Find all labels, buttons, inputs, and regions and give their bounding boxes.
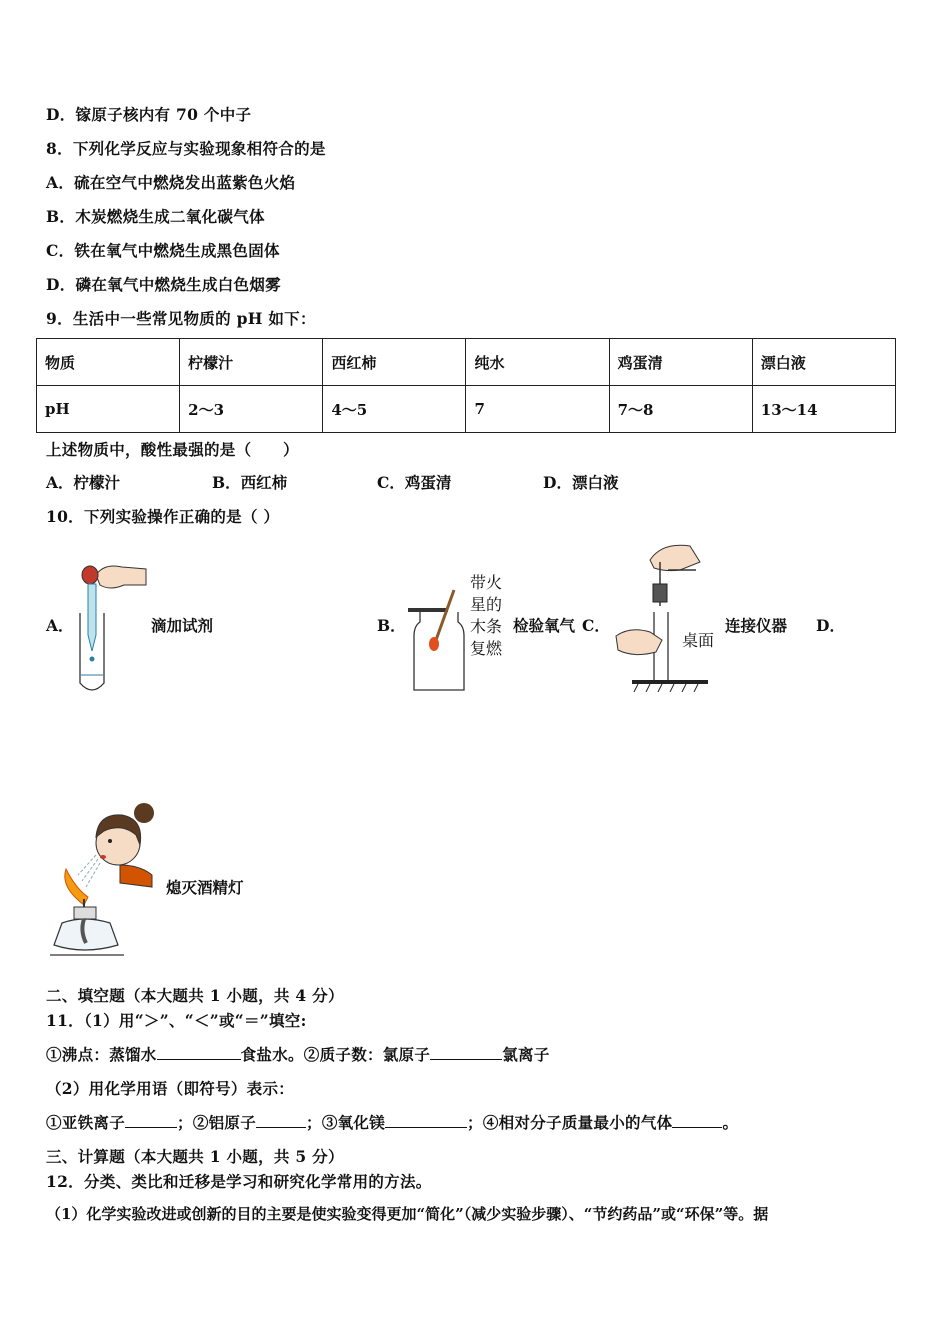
q9-option-b: B．西红柿 (212, 473, 288, 492)
table-cell: 西红柿 (323, 339, 466, 386)
q8-option-d: D．磷在氧气中燃烧生成白色烟雾 (46, 275, 281, 294)
q11-line2-text: ①亚铁离子 (46, 1113, 126, 1132)
q11-line1-text: 氯离子 (502, 1045, 550, 1064)
q11-line1-text: 食盐水。②质子数：氯原子 (240, 1045, 431, 1064)
q8-option-c: C．铁在氧气中燃烧生成黑色固体 (46, 241, 280, 260)
table-cell: 漂白液 (752, 339, 895, 386)
table-cell: pH (37, 386, 180, 433)
q10-option-c-caption: 连接仪器 (725, 616, 788, 635)
glowing-splint-label (470, 572, 502, 660)
q11-line2 (46, 1111, 738, 1133)
q10-option-c-letter: C． (582, 616, 610, 635)
table-cell: 柠檬汁 (180, 339, 323, 386)
q11-line1 (46, 1043, 550, 1065)
q8-stem: 8．下列化学反应与实验现象相符合的是 (46, 139, 326, 158)
table-cell: 2～3 (180, 386, 323, 433)
q11-stem: 11．（1）用“＞”、“＜”或“＝”填空: (46, 1011, 307, 1030)
q10-option-b-letter: B． (377, 616, 406, 635)
q9-option-a: A．柠檬汁 (46, 473, 121, 492)
q11-part2: （2）用化学用语（即符号）表示： (46, 1079, 295, 1098)
q10-option-b-caption: 检验氧气 (513, 616, 576, 635)
answer-blank[interactable] (157, 1045, 241, 1060)
table-cell: 13～14 (752, 386, 895, 433)
answer-blank[interactable] (385, 1113, 467, 1128)
blow-out-lamp-figure (48, 795, 160, 960)
q10-option-a-letter: A． (46, 616, 74, 635)
q10-stem: 10．下列实验操作正确的是（ ） (46, 507, 280, 526)
q11-line2-text: ；④相对分子质量最小的气体 (467, 1113, 673, 1132)
table-row (37, 386, 896, 433)
table-cell: 鸡蛋清 (609, 339, 752, 386)
table-cell: 物质 (37, 339, 180, 386)
answer-blank[interactable] (256, 1113, 306, 1128)
q11-line2-text: ；②铝原子 (177, 1113, 257, 1132)
gas-bottle-figure (406, 586, 472, 694)
q9-question: 上述物质中，酸性最强的是（ ） (46, 440, 299, 459)
q12-stem: 12．分类、类比和迁移是学习和研究化学常用的方法。 (46, 1172, 432, 1191)
table-cell: 7 (466, 386, 609, 433)
table-cell: 7～8 (609, 386, 752, 433)
q7-option-d: D．镓原子核内有 70 个中子 (46, 105, 252, 124)
section3-title: 三、计算题（本大题共 1 小题，共 5 分） (46, 1147, 344, 1166)
tube-stopper-figure (610, 540, 714, 692)
table-row (37, 339, 896, 386)
answer-blank[interactable] (125, 1113, 177, 1128)
q10-option-d-letter: D． (816, 616, 845, 635)
answer-blank[interactable] (672, 1113, 722, 1128)
q9-option-c: C．鸡蛋清 (377, 473, 452, 492)
q9-option-d: D．漂白液 (543, 473, 619, 492)
table-cell: 4～5 (323, 386, 466, 433)
q11-line2-text: ；③氧化镁 (306, 1113, 386, 1132)
q8-option-b: B．木炭燃烧生成二氧化碳气体 (46, 207, 265, 226)
q12-part1: （1）化学实验改进或创新的目的主要是使实验变得更加“简化”（减少实验步骤）、“节约药品”或“环保”等。据 (46, 1205, 769, 1223)
desk-label: 桌面 (682, 631, 715, 650)
q10-option-a-caption: 滴加试剂 (151, 616, 214, 635)
q9-stem: 9．生活中一些常见物质的 pH 如下： (46, 309, 316, 328)
splint-label-line: 星的 (470, 595, 503, 614)
section2-title: 二、填空题（本大题共 1 小题，共 4 分） (46, 986, 344, 1005)
q8-option-a: A．硫在空气中燃烧发出蓝紫色火焰 (46, 173, 296, 192)
q11-line1-text: ①沸点：蒸馏水 (46, 1045, 157, 1064)
splint-label-line: 木条 (470, 617, 503, 636)
ph-table (36, 338, 896, 433)
dropper-figure (74, 555, 150, 697)
q11-line2-text: 。 (722, 1113, 739, 1132)
table-cell: 纯水 (466, 339, 609, 386)
answer-blank[interactable] (430, 1045, 502, 1060)
q10-option-d-caption: 熄灭酒精灯 (166, 878, 244, 897)
splint-label-line: 带火 (470, 573, 503, 592)
splint-label-line: 复燃 (470, 639, 503, 658)
